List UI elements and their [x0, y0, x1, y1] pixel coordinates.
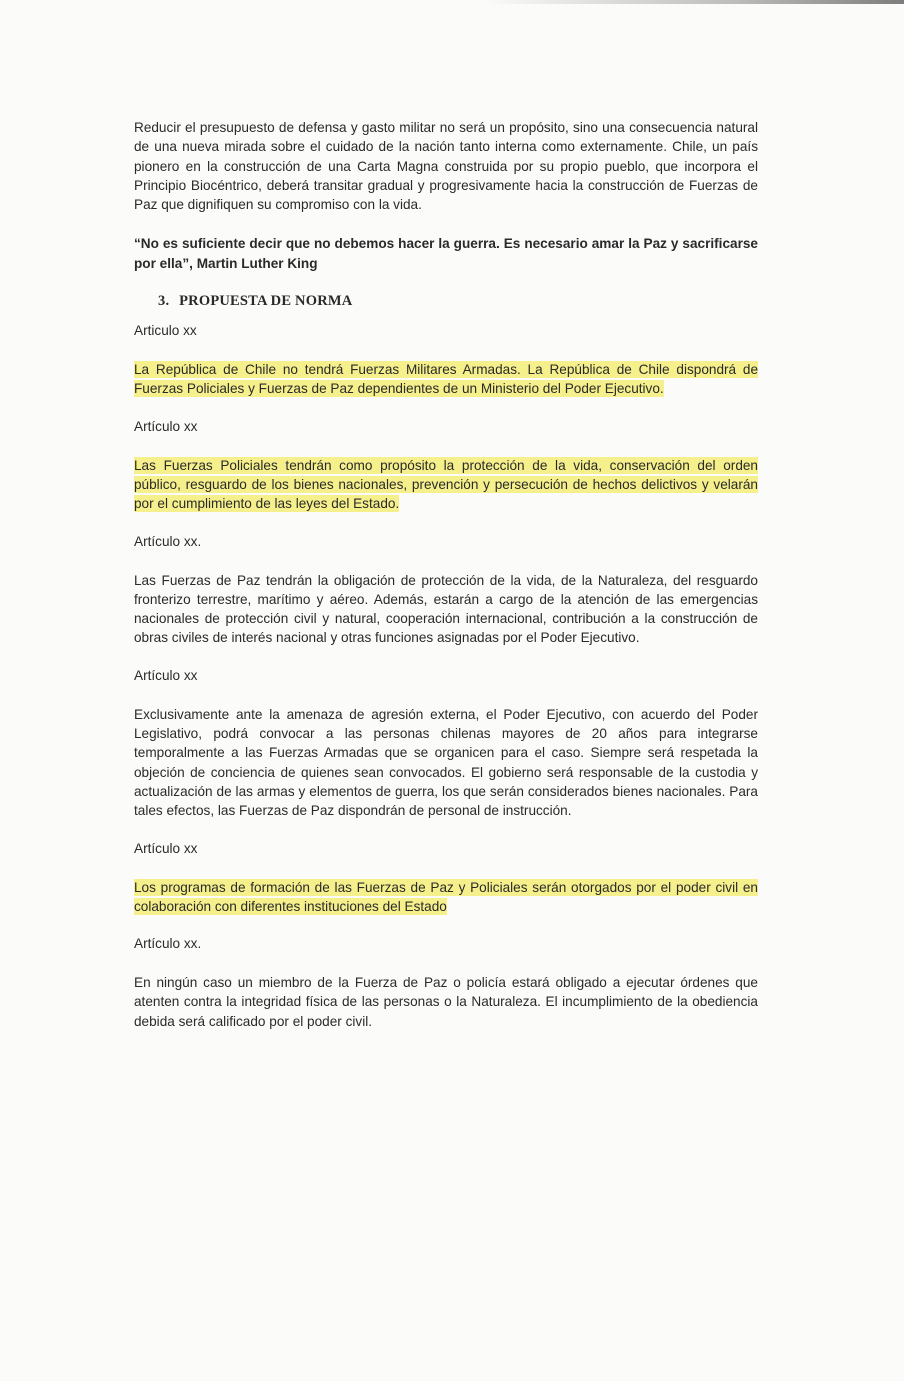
- highlighted-text: Los programas de formación de las Fuerzas de Paz y Policiales serán otorgados por el poder civil en colaboración con diferentes instituciones del Estado: [134, 879, 758, 914]
- article-text: En ningún caso un miembro de la Fuerza de Paz o policía estará obligado a ejecutar órdenes que atenten contra la integridad física de las personas o la Naturaleza. El incumplimiento de la obediencia debida será calificado por el poder civil.: [134, 975, 758, 1029]
- article-text: [134, 456, 758, 514]
- intro-paragraph: Reducir el presupuesto de defensa y gasto militar no será un propósito, sino una consecuencia natural de una nueva mirada sobre el cuidado de la nación tanto interna como externamente. Chile, un país pionero en la construcción de una Carta Magna construida por su propio pueblo, que incorpora el Principio Biocéntrico, deberá transitar gradual y progresivamente hacia la construcción de Fuerzas de Paz que dignifiquen su compromiso con la vida.: [134, 120, 758, 213]
- article-4: [134, 666, 758, 821]
- quote-paragraph: “No es suficiente decir que no debemos hacer la guerra. Es necesario amar la Paz y sacrificarse por ella”, Martin Luther King: [134, 236, 758, 271]
- section-title: PROPUESTA DE NORMA: [179, 293, 353, 310]
- article-text: Exclusivamente ante la amenaza de agresión externa, el Poder Ejecutivo, con acuerdo del Poder Legislativo, podrá convocar a las personas chilenas mayores de 20 años para integrarse temporalmente a las Fuerzas Armadas que se organicen para el caso. Siempre será respetada la objeción de conciencia de quienes sean convocados. El gobierno será responsable de la custodia y actualización de las armas y elementos de guerra, los que serán considerados bienes nacionales. Para tales efectos, las Fuerzas de Paz dispondrán de personal de instrucción.: [134, 706, 758, 819]
- highlighted-text: Las Fuerzas Policiales tendrán como propósito la protección de la vida, conservación del orden público, resguardo de los bienes nacionales, prevención y persecución de hechos delictivos y velarán por el cumplimiento de las leyes del Estado.: [134, 457, 758, 512]
- article-2: [134, 417, 758, 514]
- article-label: Artículo xx.: [134, 936, 202, 952]
- article-text: Las Fuerzas de Paz tendrán la obligación de protección de la vida, de la Naturaleza, del resguardo fronterizo terrestre, marítimo y aéreo. Además, estarán a cargo de la atención de las emergencias nacionales de protección civil y natural, cooperación internacional, contribución a la construcción de obras civiles de interés nacional y otras funciones asignadas por el Poder Ejecutivo.: [134, 572, 758, 646]
- article-3: [134, 532, 758, 648]
- article-text: [134, 360, 758, 399]
- article-label: Artículo xx.: [134, 533, 202, 549]
- section-number: 3.: [158, 293, 170, 310]
- highlighted-text: La República de Chile no tendrá Fuerzas Militares Armadas. La República de Chile dispondrá de Fuerzas Policiales y Fuerzas de Paz dependientes de un Ministerio del Poder Ejecutivo.: [134, 362, 758, 397]
- article-5: [134, 839, 758, 917]
- scan-edge-shadow: [484, 0, 904, 4]
- document-page: [134, 118, 758, 1049]
- article-label: Artículo xx: [134, 840, 198, 856]
- article-6: [134, 934, 758, 1031]
- article-label: Artículo xx: [134, 418, 198, 434]
- article-1: [134, 321, 758, 399]
- section-heading: [158, 291, 758, 311]
- article-label: Articulo xx: [134, 323, 197, 339]
- article-text: [134, 878, 758, 917]
- article-label: Artículo xx: [134, 667, 198, 683]
